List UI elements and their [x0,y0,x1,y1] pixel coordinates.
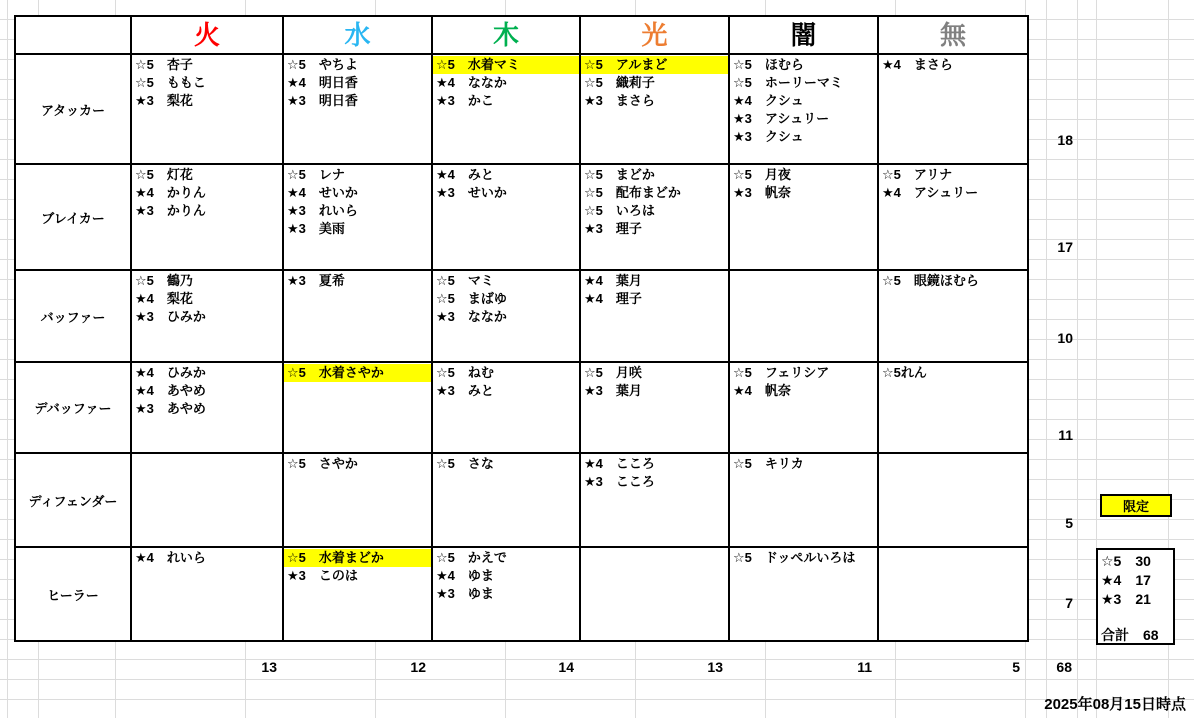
row-subtotal[interactable]: 5 [1065,515,1073,531]
roster-entry: ★4 まさら [882,57,953,72]
roster-entry: ★3 このは [287,568,358,583]
roster-cell[interactable] [879,165,1027,271]
roster-cell[interactable] [730,271,879,363]
roster-entry: ☆5 灯花 [135,167,193,182]
roster-cell[interactable] [730,548,879,640]
roster-cell[interactable] [581,363,730,454]
roster-entry: ★3 梨花 [135,93,193,108]
roster-entry: ☆5 レナ [287,167,345,182]
gridline [1077,0,1078,718]
roster-cell[interactable] [284,363,433,454]
roster-entry: ☆5 水着まどか [284,549,431,567]
roster-entry: ☆5 ホーリーマミ [733,75,843,90]
column-subtotal[interactable]: 13 [261,659,277,675]
roster-cell[interactable] [132,271,284,363]
grand-total-cell[interactable]: 68 [1056,659,1072,675]
roster-entry: ★4 あやめ [135,383,206,398]
roster-cell[interactable] [132,55,284,165]
roster-entry: ★4 梨花 [135,291,193,306]
roster-entry: ☆5 ほむら [733,57,804,72]
roster-entry: ★3 葉月 [584,383,642,398]
roster-cell[interactable] [132,165,284,271]
roster-cell[interactable] [284,55,433,165]
roster-entry: ☆5 マミ [436,273,494,288]
roster-entry: ★4 アシュリー [882,185,979,200]
roster-entry: ★4 こころ [584,456,655,471]
roster-entry: ★3 かりん [135,203,206,218]
roster-entry: ★3 せいか [436,185,507,200]
roster-cell[interactable] [433,271,581,363]
roster-cell[interactable] [433,55,581,165]
row-label[interactable]: バッファー [16,271,132,363]
roster-cell[interactable] [879,454,1027,548]
roster-entry: ★3 かこ [436,93,494,108]
roster-cell[interactable] [132,454,284,548]
row-label[interactable]: ディフェンダー [16,454,132,548]
gridline [7,0,8,718]
row-subtotal[interactable]: 7 [1065,595,1073,611]
column-subtotal[interactable]: 11 [857,659,872,675]
roster-entry: ☆5 水着マミ [433,56,579,74]
roster-cell[interactable] [730,55,879,165]
roster-entry: ★4 せいか [287,185,358,200]
roster-cell[interactable] [879,363,1027,454]
row-label[interactable]: ヒーラー [16,548,132,640]
roster-cell[interactable] [730,363,879,454]
corner-cell[interactable] [16,17,132,55]
roster-entry: ☆5れん [882,365,927,380]
summary-line: ☆5 30 [1101,553,1151,569]
roster-entry: ☆5 鶴乃 [135,273,193,288]
roster-entry: ☆5 配布まどか [584,185,681,200]
roster-entry: ☆5 まどか [584,167,655,182]
date-note: 2025年08月15日時点 [1044,696,1186,713]
roster-cell[interactable] [730,165,879,271]
roster-entry: ★3 あやめ [135,401,206,416]
roster-entry: ☆5 アルまど [581,56,728,74]
roster-entry: ☆5 キリカ [733,456,804,471]
summary-line: ★3 21 [1101,591,1151,607]
roster-entry: ★3 ゆま [436,586,494,601]
roster-entry: ★3 アシュリー [733,111,830,126]
roster-cell[interactable] [581,548,730,640]
roster-entry: ☆5 眼鏡ほむら [882,273,979,288]
roster-entry: ☆5 いろは [584,203,655,218]
column-subtotal[interactable]: 5 [1012,659,1020,675]
roster-entry: ☆5 水着さやか [284,364,431,382]
roster-entry: ★4 みと [436,167,494,182]
column-header-無[interactable]: 無 [879,17,1027,55]
summary-line: ★4 17 [1101,572,1151,588]
roster-entry: ★3 明日香 [287,93,358,108]
roster-cell[interactable] [284,165,433,271]
column-header-光[interactable]: 光 [581,17,730,55]
roster-cell[interactable] [879,271,1027,363]
roster-entry: ★3 クシュ [733,129,804,144]
roster-entry: ★3 まさら [584,93,655,108]
roster-entry: ★4 葉月 [584,273,642,288]
roster-entry: ☆5 フェリシア [733,365,830,380]
row-subtotal[interactable]: 10 [1057,330,1073,346]
roster-cell[interactable] [284,271,433,363]
roster-entry: ★3 ななか [436,309,507,324]
roster-entry: ☆5 杏子 [135,57,193,72]
roster-entry: ★4 ななか [436,75,507,90]
roster-cell[interactable] [581,55,730,165]
roster-cell[interactable] [284,454,433,548]
roster-entry: ★3 理子 [584,221,642,236]
roster-entry: ★3 夏希 [287,273,345,288]
roster-entry: ☆5 アリナ [882,167,953,182]
roster-cell[interactable] [433,548,581,640]
roster-entry: ☆5 ドッペルいろは [733,550,856,565]
roster-entry: ☆5 さやか [287,456,358,471]
roster-entry: ☆5 かえで [436,550,507,565]
roster-entry: ★4 かりん [135,185,206,200]
roster-entry: ★3 美雨 [287,221,345,236]
roster-cell[interactable] [581,454,730,548]
roster-entry: ☆5 月咲 [584,365,642,380]
roster-entry: ☆5 ももこ [135,75,206,90]
roster-entry: ★4 クシュ [733,93,804,108]
roster-entry: ☆5 ねむ [436,365,494,380]
roster-entry: ☆5 さな [436,456,494,471]
roster-entry: ★4 明日香 [287,75,358,90]
row-subtotal[interactable]: 18 [1057,132,1073,148]
roster-entry: ☆5 織莉子 [584,75,655,90]
roster-cell[interactable] [132,548,284,640]
column-header-水[interactable]: 水 [284,17,433,55]
roster-entry: ★4 理子 [584,291,642,306]
roster-cell[interactable] [433,363,581,454]
column-header-木[interactable]: 木 [433,17,581,55]
limited-legend[interactable]: 限定 [1100,494,1172,517]
roster-entry: ★3 帆奈 [733,185,791,200]
row-subtotal[interactable]: 11 [1058,427,1073,443]
roster-entry: ★4 れいら [135,550,206,565]
roster-entry: ☆5 やちよ [287,57,358,72]
roster-cell[interactable] [879,548,1027,640]
row-label[interactable]: アタッカー [16,55,132,165]
roster-entry: ★3 こころ [584,474,655,489]
roster-entry: ★4 帆奈 [733,383,791,398]
column-header-火[interactable]: 火 [132,17,284,55]
roster-entry: ★3 れいら [287,203,358,218]
roster-entry: ☆5 まばゆ [436,291,507,306]
roster-cell[interactable] [581,271,730,363]
roster-cell[interactable] [879,55,1027,165]
rarity-summary[interactable] [1096,548,1175,645]
column-header-闇[interactable]: 闇 [730,17,879,55]
row-label[interactable]: デバッファー [16,363,132,454]
roster-cell[interactable] [581,165,730,271]
roster-table [14,15,1029,642]
column-subtotal[interactable]: 13 [707,659,723,675]
roster-cell[interactable] [433,165,581,271]
roster-entry: ★4 ひみか [135,365,206,380]
roster-cell[interactable] [433,454,581,548]
column-subtotal[interactable]: 14 [558,659,574,675]
summary-total-line: 合計 68 [1101,627,1159,643]
roster-entry: ☆5 月夜 [733,167,791,182]
row-subtotal[interactable]: 17 [1057,239,1073,255]
roster-entry: ★3 みと [436,383,494,398]
roster-cell[interactable] [730,454,879,548]
column-subtotal[interactable]: 12 [410,659,426,675]
roster-cell[interactable] [132,363,284,454]
roster-entry: ★4 ゆま [436,568,494,583]
row-label[interactable]: ブレイカー [16,165,132,271]
roster-entry: ★3 ひみか [135,309,206,324]
roster-cell[interactable] [284,548,433,640]
